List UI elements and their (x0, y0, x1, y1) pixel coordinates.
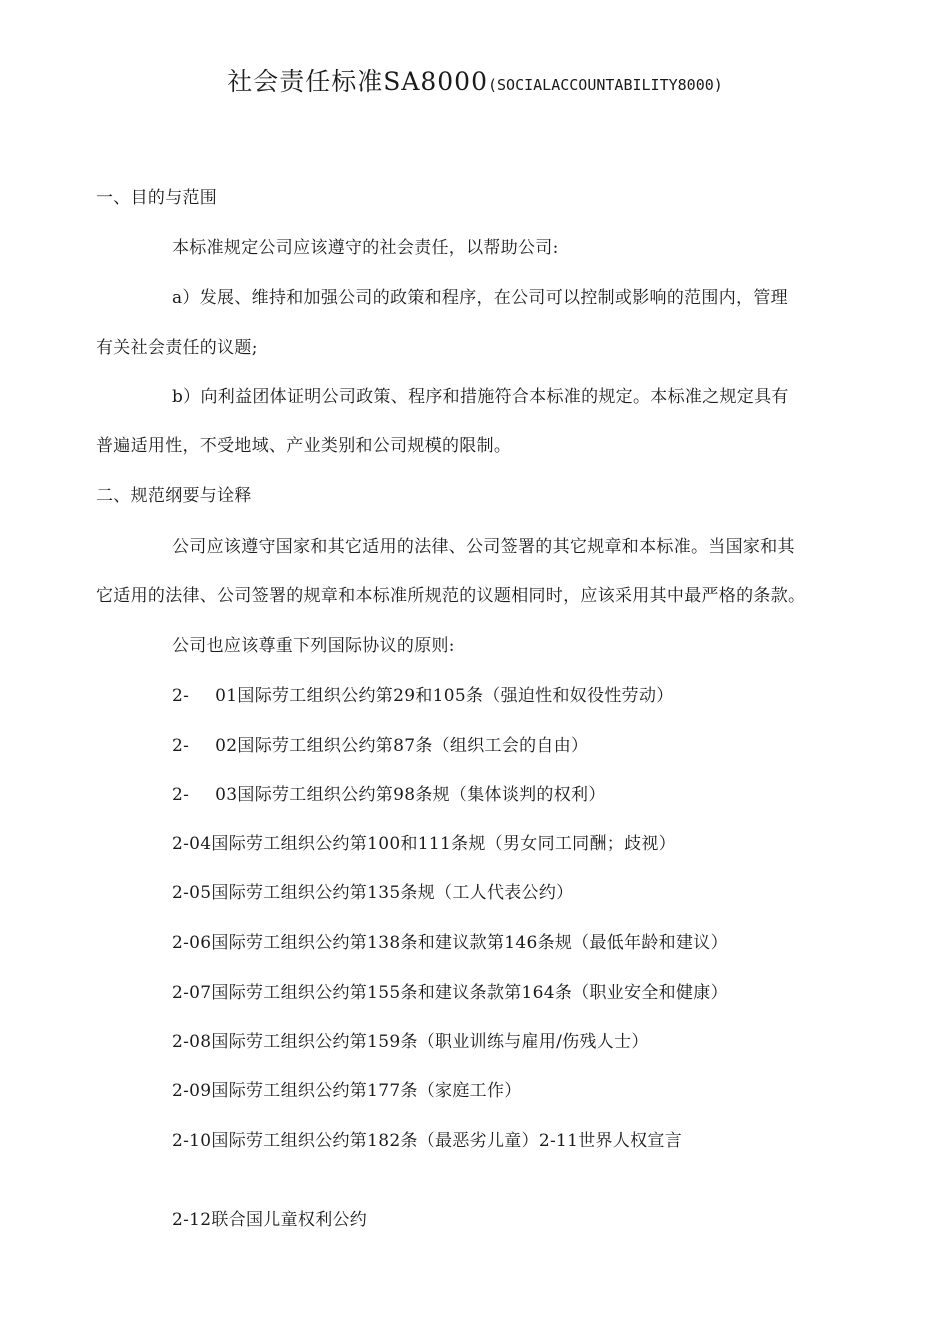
title-sub: (SOCIALACCOUNTABILITY8000) (488, 76, 723, 94)
list-item: 2-12联合国儿童权利公约 (172, 1210, 368, 1230)
item-b-line-2: 普遍适用性，不受地域、产业类别和公司规模的限制。 (96, 436, 512, 456)
list-item: 2-08国际劳工组织公约第159条（职业训练与雇用/伤残人士） (172, 1032, 649, 1052)
item-a-line-2: 有关社会责任的议题; (96, 338, 258, 358)
list-item-prefix: 2- (172, 736, 190, 756)
list-item-prefix: 2- (172, 686, 190, 706)
section-2-para-line-1: 公司应该遵守国家和其它适用的法律、公司签署的其它规章和本标准。当国家和其 (172, 537, 795, 557)
list-item (172, 734, 588, 758)
list-item: 2-05国际劳工组织公约第135条规（工人代表公约） (172, 883, 574, 903)
title-main: 社会责任标准SA8000 (227, 67, 488, 96)
section-1-heading: 一、目的与范围 (96, 188, 218, 208)
section-2-list-intro: 公司也应该尊重下列国际协议的原则: (172, 636, 455, 656)
list-item-prefix: 2- (172, 785, 190, 805)
list-item: 2-10国际劳工组织公约第182条（最恶劣儿童）2-11世界人权宣言 (172, 1131, 683, 1151)
list-item-text: 02国际劳工组织公约第87条（组织工会的自由） (215, 736, 589, 756)
section-1-intro: 本标准规定公司应该遵守的社会责任，以帮助公司: (172, 238, 559, 258)
list-item: 2-07国际劳工组织公约第155条和建议条款第164条（职业安全和健康） (172, 983, 728, 1003)
section-2-para-line-2: 它适用的法律、公司签署的规章和本标准所规范的议题相同时，应该采用其中最严格的条款。 (96, 586, 806, 606)
document-title (0, 62, 950, 98)
list-item: 2-04国际劳工组织公约第100和111条规（男女同工同酬；歧视） (172, 834, 676, 854)
list-item-text: 03国际劳工组织公约第98条规（集体谈判的权利） (215, 785, 606, 805)
list-item (172, 684, 674, 708)
list-item: 2-09国际劳工组织公约第177条（家庭工作） (172, 1081, 522, 1101)
list-item (172, 783, 606, 807)
item-a-line-1: a）发展、维持和加强公司的政策和程序，在公司可以控制或影响的范围内，管理 (172, 288, 788, 308)
section-2-heading: 二、规范纲要与诠释 (96, 486, 252, 506)
item-b-line-1: b）向利益团体证明公司政策、程序和措施符合本标准的规定。本标准之规定具有 (172, 387, 789, 407)
list-item: 2-06国际劳工组织公约第138条和建议款第146条规（最低年龄和建议） (172, 933, 728, 953)
list-item-text: 01国际劳工组织公约第29和105条（强迫性和奴役性劳动） (215, 686, 674, 706)
